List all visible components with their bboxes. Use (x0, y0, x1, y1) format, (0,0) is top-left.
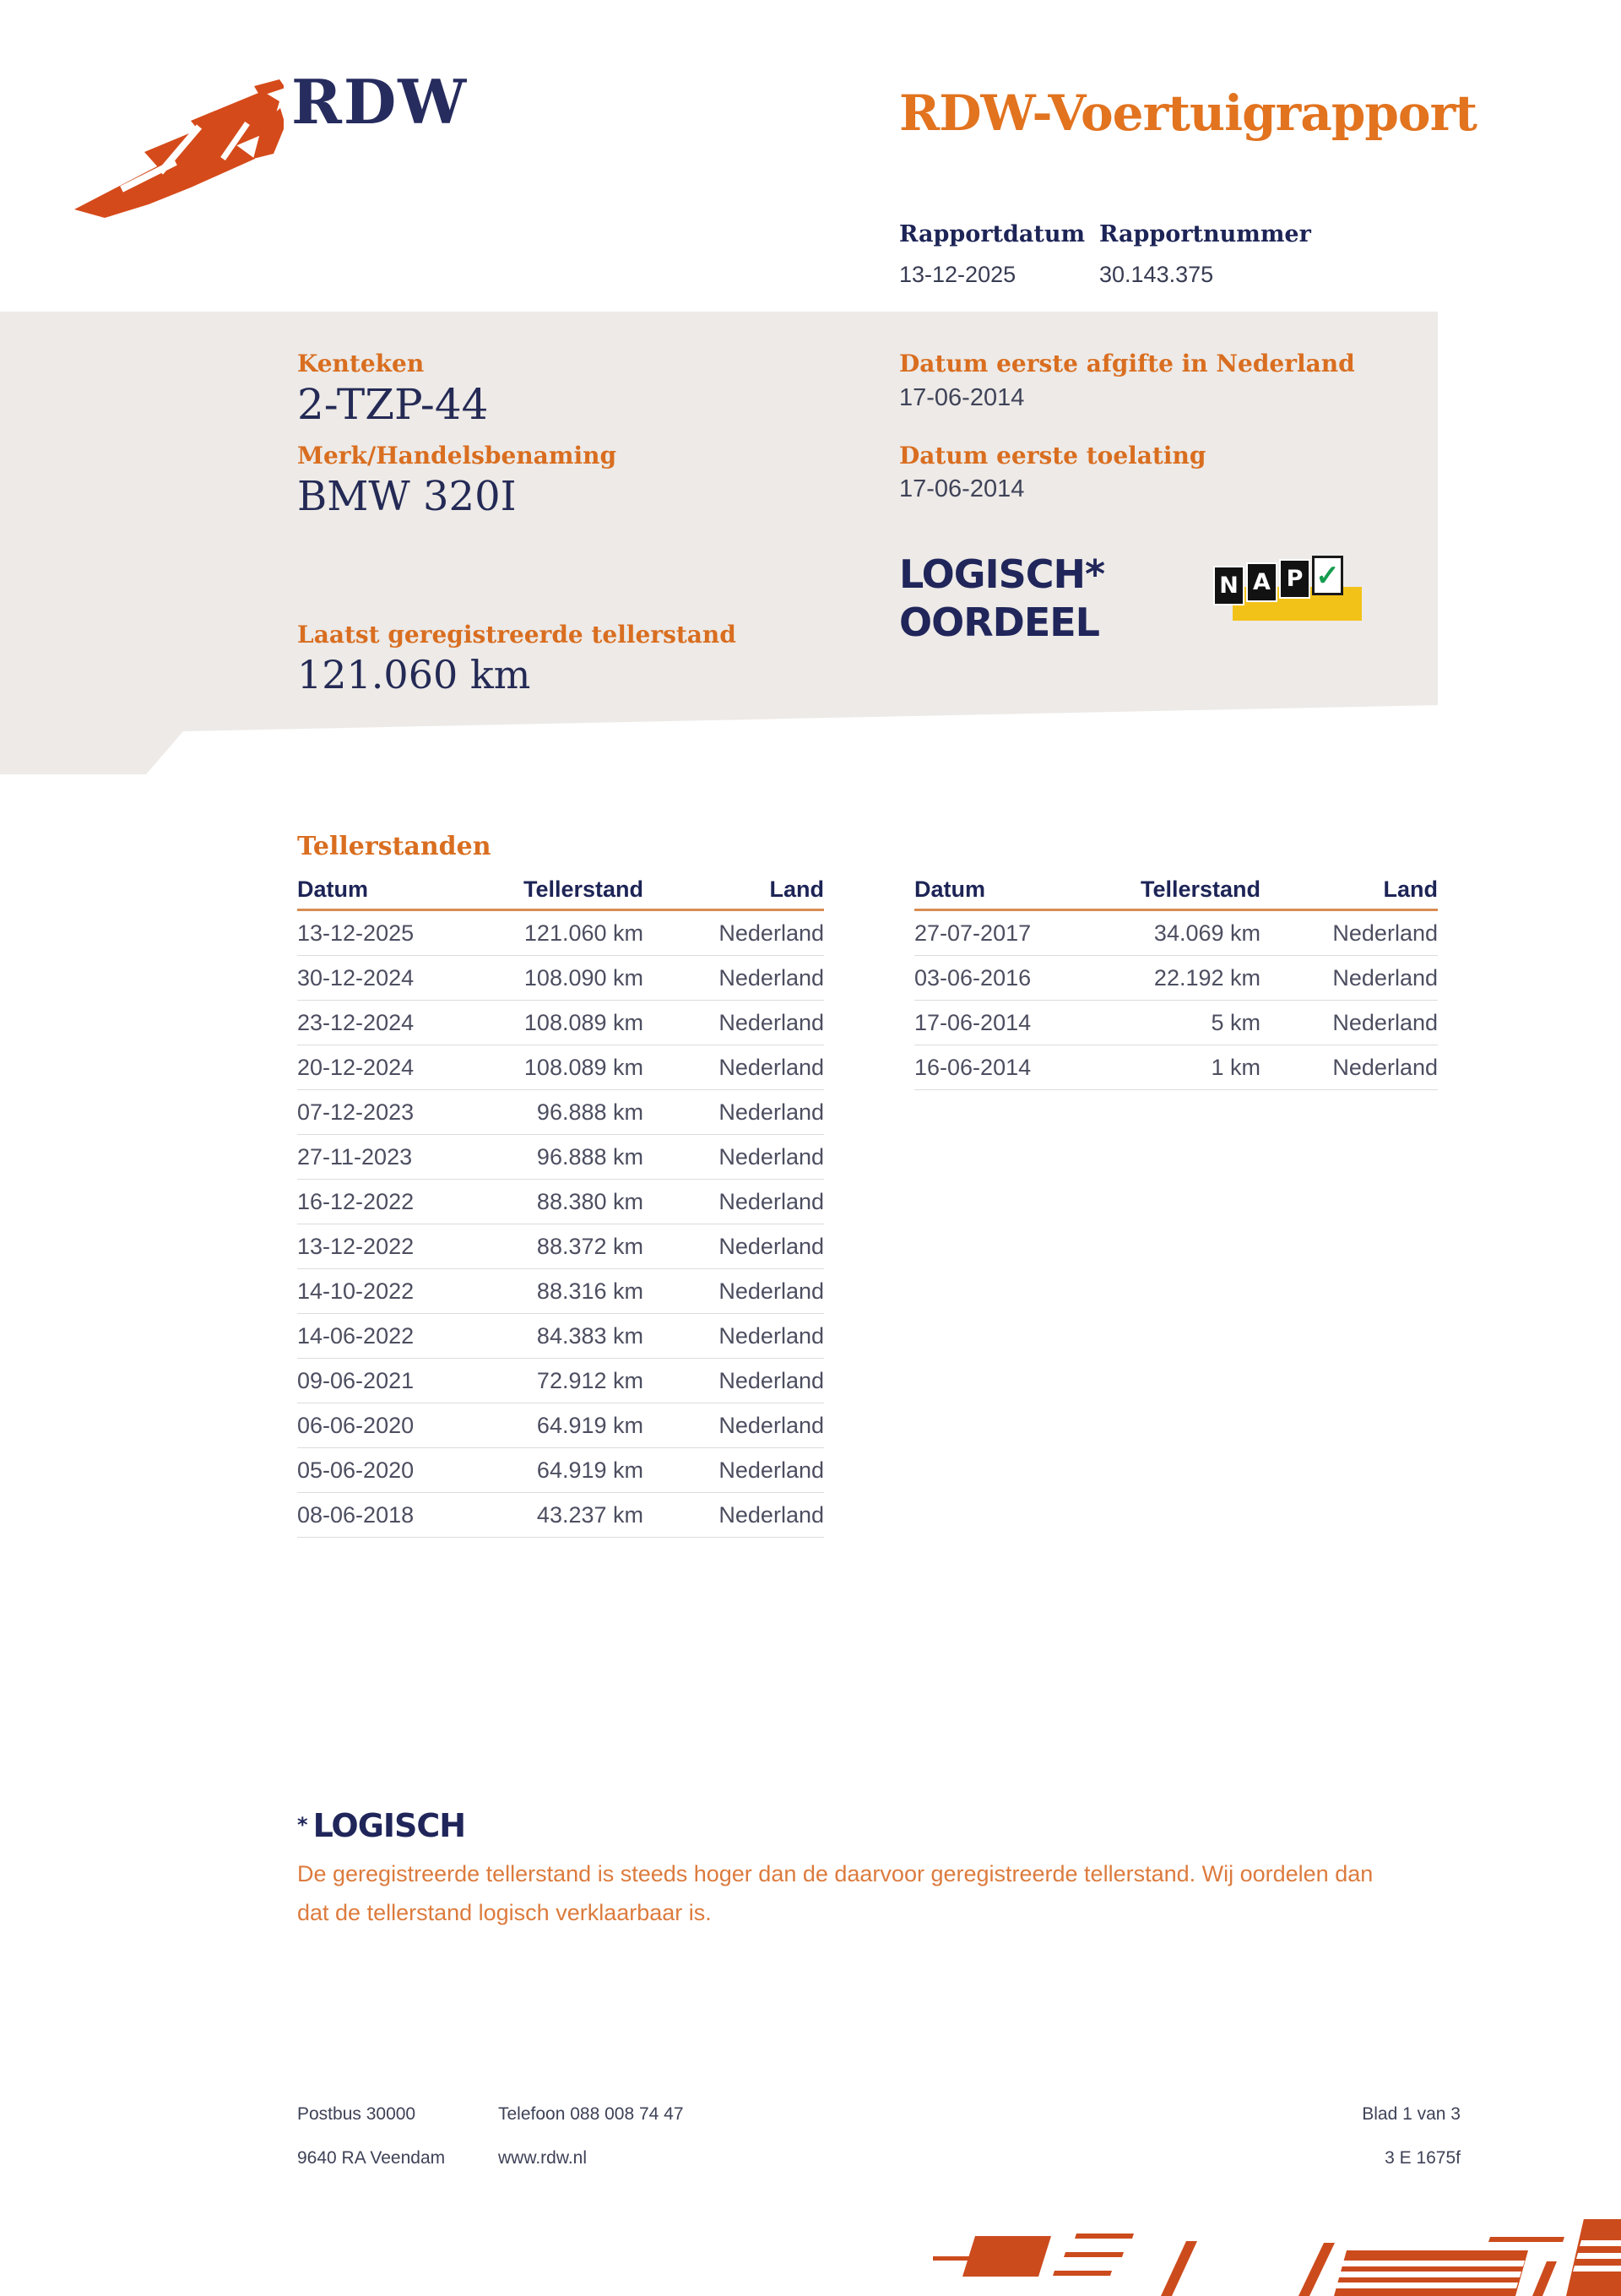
footer-form-code: 3 E 1675f (1385, 2148, 1461, 2168)
footer-page-indicator: Blad 1 van 3 (1362, 2104, 1461, 2124)
table-row (297, 1403, 824, 1447)
merk-value: BMW 320I (297, 473, 517, 520)
nap-letter-p: P (1279, 559, 1310, 599)
oordeel-line1: LOGISCH* (899, 551, 1105, 597)
report-date-value: 13-12-2025 (899, 262, 1017, 287)
country-cell: Nederland (718, 1322, 824, 1349)
column-header-land: Land (1383, 876, 1438, 902)
country-cell: Nederland (718, 1457, 824, 1483)
tellerstanden-section-title: Tellerstanden (297, 832, 491, 861)
tellerstanden-table-left (297, 870, 824, 1538)
odometer-cell: 108.089 km (523, 1009, 643, 1035)
asterisk-marker: * (297, 1813, 308, 1837)
toelating-label: Datum eerste toelating (899, 442, 1206, 470)
date-cell: 27-11-2023 (297, 1143, 413, 1170)
report-number-value: 30.143.375 (1099, 262, 1214, 287)
rdw-feather-logo-icon (73, 74, 284, 220)
odometer-cell: 96.888 km (536, 1143, 643, 1170)
table-row (297, 1313, 824, 1358)
date-cell: 07-12-2023 (297, 1099, 415, 1125)
table-row (297, 955, 824, 1000)
table-row (297, 1000, 824, 1045)
date-cell: 05-06-2020 (297, 1457, 415, 1483)
toelating-value: 17-06-2014 (899, 475, 1025, 502)
country-cell: Nederland (718, 964, 824, 991)
date-cell: 20-12-2024 (297, 1054, 415, 1080)
footer-address-line2: 9640 RA Veendam (297, 2148, 446, 2168)
table-row (914, 1045, 1438, 1089)
country-cell: Nederland (718, 1054, 824, 1080)
laatste-tellerstand-value: 121.060 km (297, 652, 531, 697)
footer-website: www.rdw.nl (498, 2148, 588, 2168)
merk-label: Merk/Handelsbenaming (297, 442, 617, 470)
odometer-cell: 72.912 km (536, 1367, 643, 1393)
logisch-note-heading (297, 1807, 465, 1844)
odometer-cell: 121.060 km (523, 920, 643, 946)
date-cell: 13-12-2025 (297, 920, 415, 946)
country-cell: Nederland (718, 1009, 824, 1035)
odometer-cell: 34.069 km (1153, 920, 1260, 946)
table-row (297, 1089, 824, 1134)
footer-address-line1: Postbus 30000 (297, 2104, 416, 2124)
note-text-line1: De geregistreerde tellerstand is steeds hoger dan de daarvoor geregistreerde tellerstand. Wij oordelen dan (297, 1861, 1374, 1886)
odometer-cell: 5 km (1211, 1009, 1260, 1035)
table-body (297, 911, 824, 1538)
date-cell: 27-07-2017 (914, 920, 1032, 946)
column-header-tellerstand: Tellerstand (1140, 876, 1260, 902)
page-title: RDW-Voertuigrapport (899, 84, 1477, 142)
table-row (297, 911, 824, 955)
table-header (914, 870, 1438, 911)
date-cell: 30-12-2024 (297, 964, 415, 991)
table-body (914, 911, 1438, 1090)
date-cell: 13-12-2022 (297, 1233, 415, 1259)
date-cell: 03-06-2016 (914, 964, 1032, 991)
table-row (297, 1134, 824, 1179)
date-cell: 09-06-2021 (297, 1367, 415, 1393)
odometer-cell: 88.372 km (536, 1233, 643, 1259)
country-cell: Nederland (1332, 920, 1438, 946)
nap-logo (1213, 554, 1369, 625)
oordeel-line2: OORDEEL (899, 600, 1099, 645)
country-cell: Nederland (718, 1099, 824, 1125)
date-cell: 06-06-2020 (297, 1412, 415, 1438)
tellerstanden-table-right (914, 870, 1438, 1090)
table-row (297, 1492, 824, 1537)
table-row (297, 1358, 824, 1403)
table-row (914, 1000, 1438, 1045)
country-cell: Nederland (718, 1501, 824, 1528)
odometer-cell: 64.919 km (536, 1457, 643, 1483)
column-header-land: Land (769, 876, 824, 902)
afgifte-label: Datum eerste afgifte in Nederland (899, 350, 1355, 377)
date-cell: 17-06-2014 (914, 1009, 1032, 1035)
country-cell: Nederland (718, 920, 824, 946)
table-row (914, 911, 1438, 955)
logisch-note-title: LOGISCH (312, 1807, 466, 1844)
odometer-cell: 108.089 km (523, 1054, 643, 1080)
odometer-cell: 96.888 km (536, 1099, 643, 1125)
table-row (297, 1045, 824, 1089)
rdw-logo-text: RDW (291, 66, 469, 138)
vehicle-summary-panel (0, 312, 1438, 774)
table-row (297, 1179, 824, 1224)
odometer-cell: 84.383 km (536, 1322, 643, 1349)
date-cell: 14-06-2022 (297, 1322, 415, 1349)
column-header-datum: Datum (914, 876, 986, 902)
date-cell: 16-06-2014 (914, 1054, 1032, 1080)
odometer-cell: 43.237 km (536, 1501, 643, 1528)
country-cell: Nederland (718, 1188, 824, 1214)
table-row (297, 1447, 824, 1492)
column-header-datum: Datum (297, 876, 369, 902)
country-cell: Nederland (718, 1278, 824, 1304)
kenteken-value: 2-TZP-44 (297, 380, 489, 429)
table-row (297, 1268, 824, 1313)
odometer-cell: 22.192 km (1153, 964, 1260, 991)
odometer-cell: 88.316 km (536, 1278, 643, 1304)
date-cell: 08-06-2018 (297, 1501, 415, 1528)
date-cell: 23-12-2024 (297, 1009, 415, 1035)
odometer-cell: 88.380 km (536, 1188, 643, 1214)
oordeel-text (899, 551, 1104, 647)
rdw-stripes-graphic (933, 2219, 1621, 2296)
kenteken-label: Kenteken (297, 350, 425, 377)
column-header-tellerstand: Tellerstand (523, 876, 643, 902)
nap-letter-a: A (1246, 562, 1277, 602)
table-row (297, 1224, 824, 1268)
nap-checkmark-icon: ✓ (1312, 556, 1343, 595)
odometer-cell: 108.090 km (523, 964, 643, 991)
table-header (297, 870, 824, 911)
country-cell: Nederland (718, 1367, 824, 1393)
date-cell: 14-10-2022 (297, 1278, 415, 1304)
nap-letter-n: N (1213, 566, 1244, 605)
country-cell: Nederland (718, 1143, 824, 1170)
report-date-label: Rapportdatum (899, 221, 1086, 247)
country-cell: Nederland (1332, 1054, 1438, 1080)
country-cell: Nederland (718, 1412, 824, 1438)
country-cell: Nederland (1332, 1009, 1438, 1035)
odometer-cell: 1 km (1211, 1054, 1260, 1080)
report-number-label: Rapportnummer (1099, 221, 1311, 247)
country-cell: Nederland (1332, 964, 1438, 991)
odometer-cell: 64.919 km (536, 1412, 643, 1438)
afgifte-value: 17-06-2014 (899, 384, 1025, 411)
date-cell: 16-12-2022 (297, 1188, 415, 1214)
laatste-tellerstand-label: Laatst geregistreerde tellerstand (297, 621, 736, 649)
country-cell: Nederland (718, 1233, 824, 1259)
footer-phone: Telefoon 088 008 74 47 (498, 2104, 684, 2124)
table-row (914, 955, 1438, 1000)
logisch-note-text (297, 1854, 1547, 1932)
note-text-line2: dat de tellerstand logisch verklaarbaar is. (297, 1900, 712, 1925)
